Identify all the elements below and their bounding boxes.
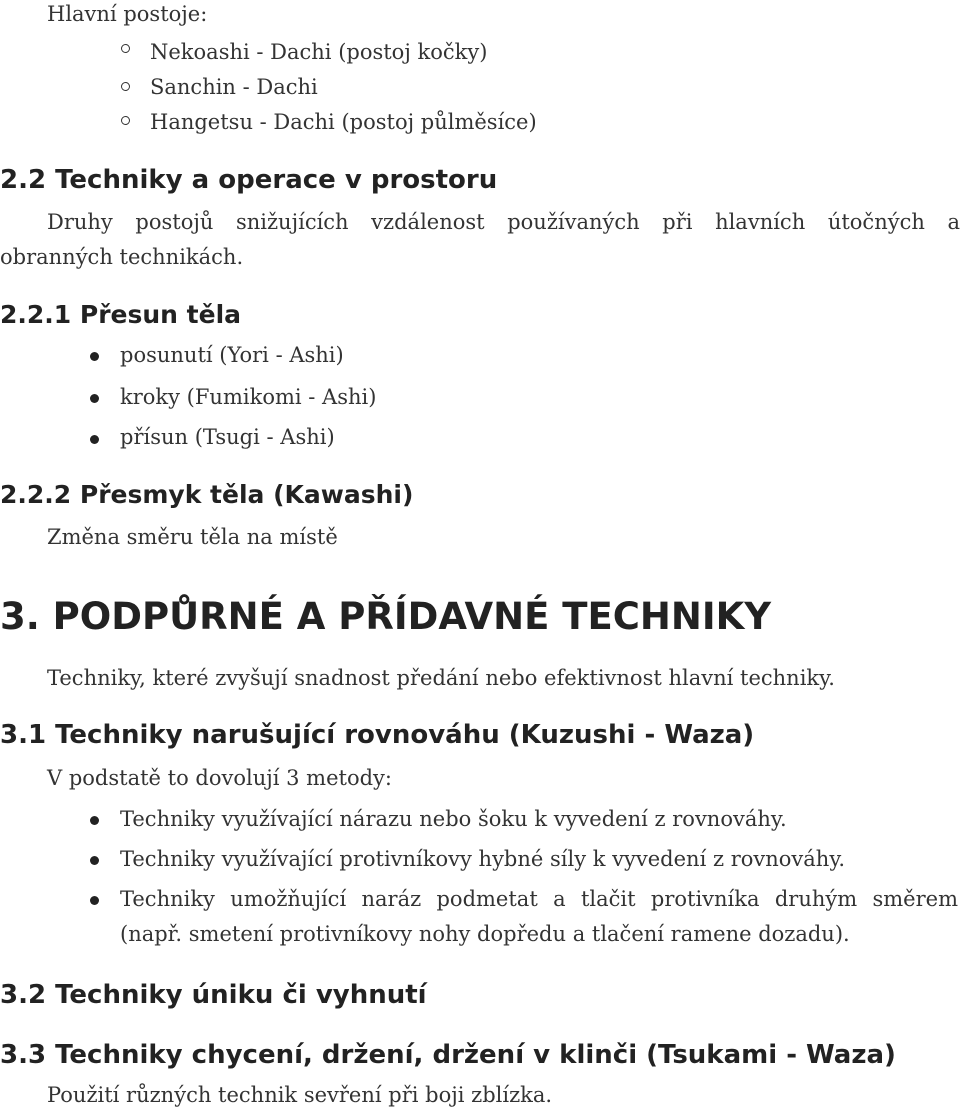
list-item: přísun (Tsugi - Ashi) — [120, 425, 335, 449]
list-item: Techniky umožňující naráz podmetat a tlačit protivníka druhým směrem — [120, 887, 958, 911]
paragraph: Druhy postojů snižujících vzdálenost používaných při hlavních útočných a — [47, 210, 960, 234]
section-heading-2-2: 2.2 Techniky a operace v prostoru — [0, 165, 498, 195]
bullet-icon — [90, 435, 99, 444]
bullet-icon — [90, 394, 99, 403]
list-item: Nekoashi - Dachi (postoj kočky) — [150, 40, 488, 64]
list-item-continuation: (např. smetení protivníkovy nohy dopředu a tlačení ramene dozadu). — [120, 922, 850, 946]
bullet-icon — [90, 896, 99, 905]
section-heading-2-2-2: 2.2.2 Přesmyk těla (Kawashi) — [0, 480, 414, 509]
list-item: Techniky využívající nárazu nebo šoku k vyvedení z rovnováhy. — [120, 807, 787, 831]
paragraph: Změna směru těla na místě — [47, 525, 338, 549]
stances-heading: Hlavní postoje: — [47, 2, 208, 26]
list-item: Sanchin - Dachi — [150, 75, 318, 99]
bullet-icon — [90, 856, 99, 865]
section-heading-2-2-1: 2.2.1 Přesun těla — [0, 300, 242, 329]
bullet-icon — [90, 816, 99, 825]
paragraph: Použití různých technik sevření při boji zblízka. — [47, 1083, 553, 1107]
hollow-bullet-icon — [121, 44, 130, 53]
list-item: Hangetsu - Dachi (postoj půlměsíce) — [150, 110, 537, 134]
hollow-bullet-icon — [121, 116, 130, 125]
chapter-heading-3: 3. PODPŮRNÉ A PŘÍDAVNÉ TECHNIKY — [0, 595, 772, 638]
list-item: posunutí (Yori - Ashi) — [120, 343, 344, 367]
paragraph: Techniky, které zvyšují snadnost předání nebo efektivnost hlavní techniky. — [47, 666, 835, 690]
hollow-bullet-icon — [121, 82, 130, 91]
paragraph: obranných technikách. — [0, 245, 244, 269]
section-heading-3-2: 3.2 Techniky úniku či vyhnutí — [0, 980, 427, 1010]
list-item: Techniky využívající protivníkovy hybné síly k vyvedení z rovnováhy. — [120, 847, 846, 871]
paragraph: V podstatě to dovolují 3 metody: — [47, 766, 392, 790]
section-heading-3-3: 3.3 Techniky chycení, držení, držení v klinči (Tsukami - Waza) — [0, 1040, 896, 1070]
list-item: kroky (Fumikomi - Ashi) — [120, 385, 377, 409]
section-heading-3-1: 3.1 Techniky narušující rovnováhu (Kuzushi - Waza) — [0, 720, 755, 750]
bullet-icon — [90, 352, 99, 361]
